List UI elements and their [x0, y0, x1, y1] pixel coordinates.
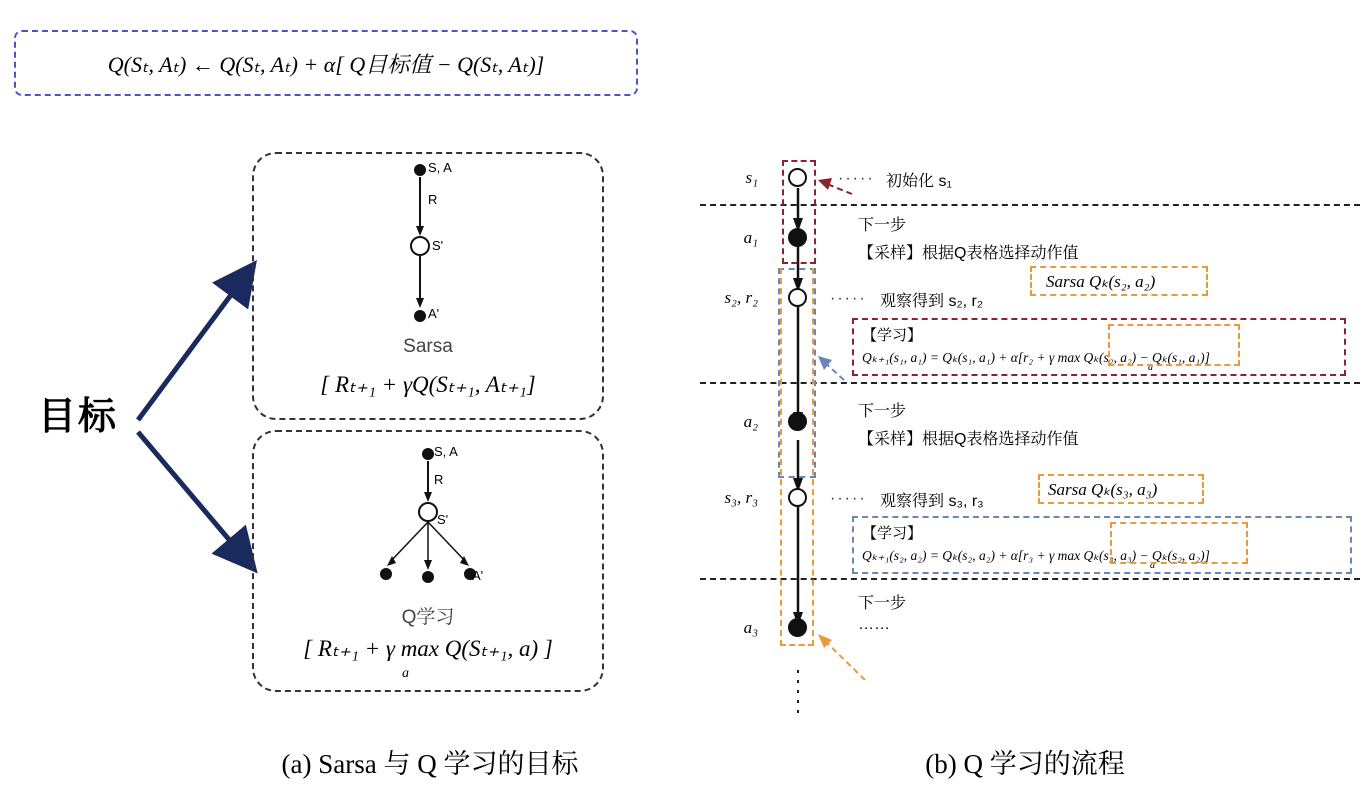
annotation-sample-2: 【采样】根据Q表格选择动作值	[858, 431, 1079, 448]
learn-max-highlight-1	[1108, 324, 1240, 366]
learn-formula-1: Qₖ₊₁(s₁, a₁) = Qₖ(s₁, a₁) + α[r₂ + γ max Qₖ(s₂, a₂) − Qₖ(s₁, a₁)]	[862, 350, 1210, 365]
dots-leader-init: ·····	[838, 170, 875, 187]
qlearning-title: Q学习	[401, 607, 455, 628]
row-label-s2: s₂, r₂	[724, 288, 758, 307]
q-update-formula-box	[14, 30, 638, 96]
learn-box-1	[852, 318, 1346, 376]
learn-max-highlight-2	[1110, 522, 1248, 564]
annotation-observe-2: 观察得到 s₃, r₃	[880, 493, 984, 510]
row-label-a3: a₃	[743, 618, 758, 637]
qlearning-label-sprime: S'	[437, 512, 449, 527]
row-label-a2: a₂	[743, 412, 758, 431]
qlearning-formula-subscript: a	[402, 666, 409, 681]
annotation-init: 初始化 s₁	[886, 173, 952, 190]
target-label: 目标	[38, 396, 119, 438]
sarsa-note-text-2: Sarsa Qₖ(s₃, a₃)	[1048, 480, 1158, 499]
sarsa-label-r: R	[428, 192, 438, 207]
annotation-next-step-2: 下一步	[858, 403, 907, 420]
learn-formula-1-subscript: a	[1148, 362, 1153, 373]
annotation-ellipsis: ……	[858, 616, 890, 633]
sarsa-backup-diagram	[390, 160, 510, 340]
sarsa-note-text-1: Sarsa Qₖ(s₂, a₂)	[1046, 272, 1156, 291]
caption-b: (b) Q 学习的流程	[925, 749, 1125, 779]
learn-title-2: 【学习】	[862, 525, 923, 542]
learn-title-1: 【学习】	[862, 327, 923, 344]
learn-formula-2-subscript: a	[1150, 560, 1155, 571]
learn-formula-2: Qₖ₊₁(s₂, a₂) = Qₖ(s₂, a₂) + α[r₃ + γ max Qₖ(s₃, a₃) − Qₖ(s₂, a₂)]	[862, 548, 1210, 563]
q-update-formula-text: Q(Sₜ, Aₜ) ← Q(Sₜ, Aₜ) + α[ Q目标值 − Q(Sₜ, Aₜ)]	[107, 51, 545, 77]
row-label-s3: s₃, r₃	[724, 488, 758, 507]
dots-leader-observe-1: ·····	[830, 290, 867, 307]
qlearning-formula: [ Rₜ₊₁ + γ max Q(Sₜ₊₁, a) ]	[303, 636, 553, 661]
qlearning-label-aprime: A'	[472, 568, 484, 583]
target-arrows	[120, 250, 270, 670]
learn-box-2	[852, 516, 1352, 574]
caption-a: (a) Sarsa 与 Q 学习的目标	[281, 749, 579, 779]
annotation-observe-1: 观察得到 s₂, r₂	[880, 293, 984, 310]
qlearning-label-r: R	[434, 472, 444, 487]
sarsa-label-aprime: A'	[428, 306, 440, 321]
sarsa-label-sa: S, A	[428, 160, 452, 175]
sarsa-label-sprime: S'	[432, 238, 444, 253]
dots-leader-observe-2: ·····	[830, 490, 867, 507]
row-label-a1: a₁	[743, 228, 758, 247]
annotation-next-step-1: 下一步	[858, 217, 907, 234]
annotation-next-step-3: 下一步	[858, 595, 907, 612]
sarsa-formula: [ Rₜ₊₁ + γQ(Sₜ₊₁, Aₜ₊₁]	[320, 372, 536, 397]
row-label-s1: s₁	[745, 168, 758, 187]
annotation-sample-1: 【采样】根据Q表格选择动作值	[858, 245, 1079, 262]
qlearning-label-sa: S, A	[434, 444, 458, 459]
sarsa-title: Sarsa	[403, 336, 453, 357]
